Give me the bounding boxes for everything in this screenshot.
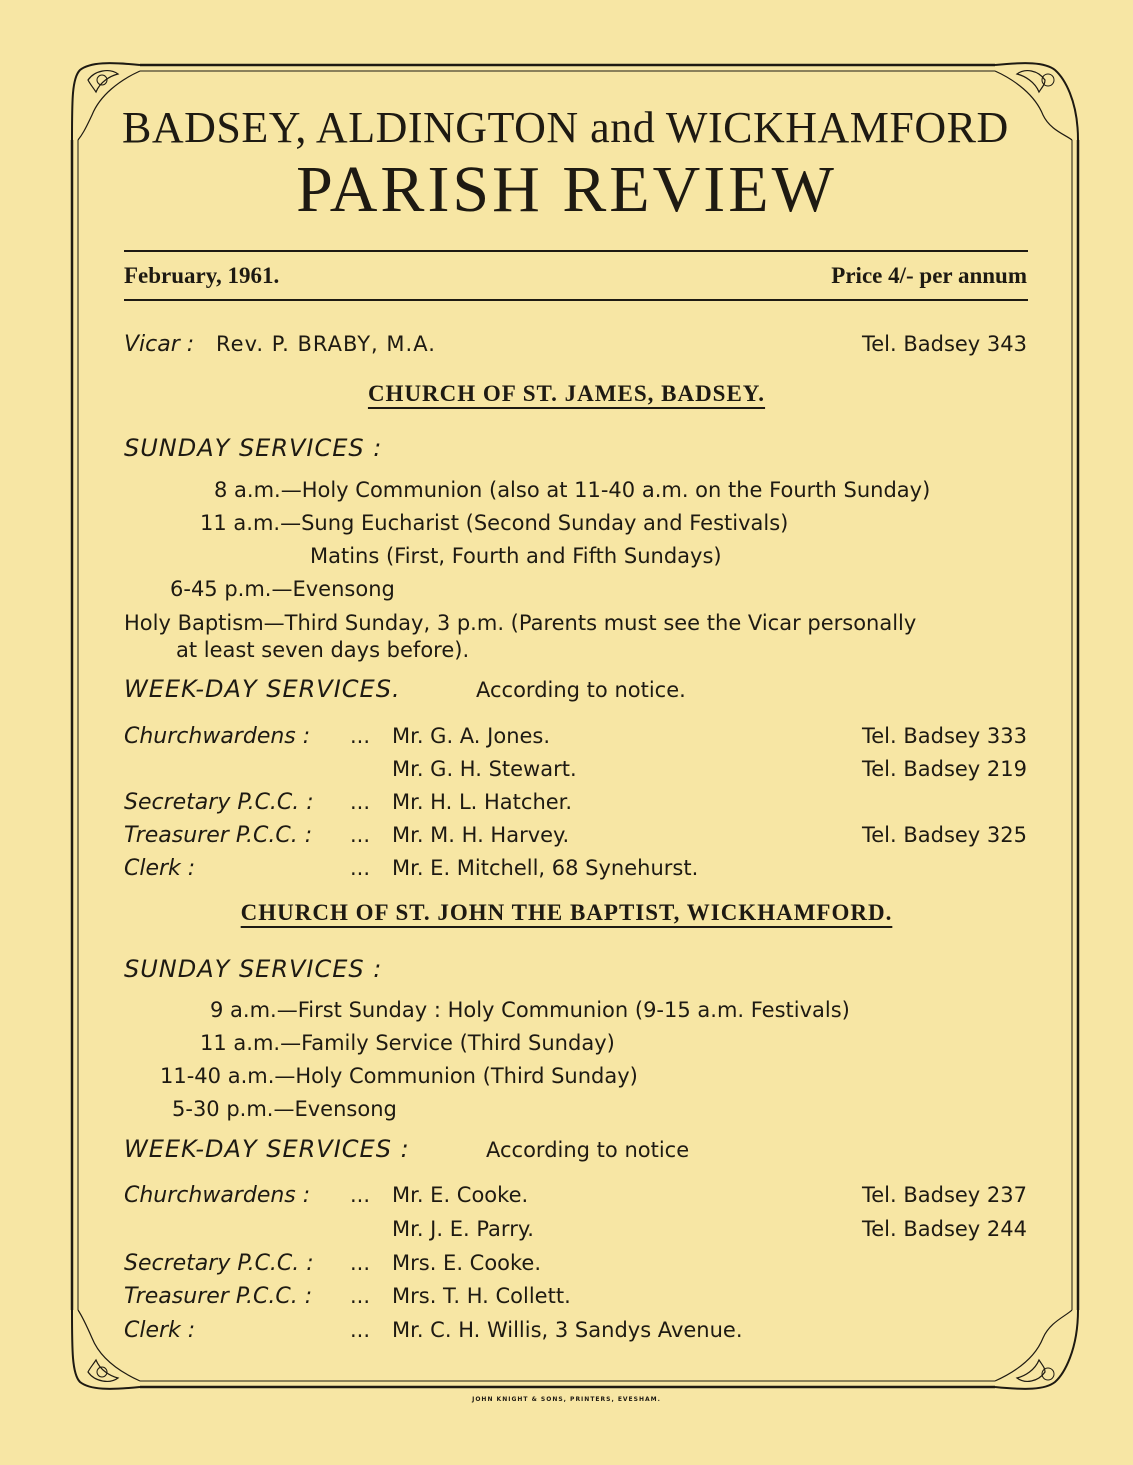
officer-tel: Tel. Badsey 325 bbox=[861, 823, 1027, 847]
officer-dots: ... bbox=[350, 1318, 371, 1342]
issue-date: February, 1961. bbox=[124, 263, 280, 288]
vicar-name: Rev. P. BRABY, M.A. bbox=[216, 332, 436, 356]
badsey-weekday-text: According to notice. bbox=[476, 678, 686, 702]
badsey-heading bbox=[0, 381, 1133, 407]
wickhamford-service: 11 a.m.—Family Service (Third Sunday) bbox=[200, 1031, 615, 1055]
officer-tel: Tel. Badsey 244 bbox=[861, 1217, 1027, 1241]
officer-tel: Tel. Badsey 237 bbox=[861, 1183, 1027, 1207]
officer-dots: ... bbox=[350, 724, 371, 748]
wickhamford-sunday-heading: SUNDAY SERVICES : bbox=[124, 955, 383, 983]
badsey-heading-text: CHURCH OF ST. JAMES, BADSEY. bbox=[367, 381, 766, 406]
officer-name: Mr. G. H. Stewart. bbox=[392, 757, 577, 781]
wickhamford-weekday-text: According to notice bbox=[486, 1138, 690, 1162]
officer-tel: Tel. Badsey 219 bbox=[861, 757, 1027, 781]
officer-dots: ... bbox=[350, 790, 371, 814]
subscription-price: Price 4/- per annum bbox=[831, 263, 1027, 288]
wickhamford-heading bbox=[0, 900, 1133, 926]
wickhamford-service: 5-30 p.m.—Evensong bbox=[172, 1097, 397, 1121]
officer-name: Mr. C. H. Willis, 3 Sandys Avenue. bbox=[392, 1318, 743, 1342]
officer-name: Mr. G. A. Jones. bbox=[392, 724, 551, 748]
masthead-line-1: BADSEY, ALDINGTON and WICKHAMFORD bbox=[122, 103, 1009, 152]
badsey-service: 8 a.m.—Holy Communion (also at 11-40 a.m. on the Fourth Sunday) bbox=[214, 478, 931, 502]
officer-dots: ... bbox=[350, 1251, 371, 1275]
badsey-service: 11 a.m.—Sung Eucharist (Second Sunday and Festivals) bbox=[200, 511, 789, 535]
badsey-service: 6-45 p.m.—Evensong bbox=[170, 577, 395, 601]
wickhamford-weekday-heading: WEEK-DAY SERVICES : bbox=[124, 1135, 410, 1163]
officer-name: Mr. M. H. Harvey. bbox=[392, 823, 570, 847]
officer-label: Churchwardens : bbox=[124, 1183, 311, 1208]
officer-name: Mr. E. Mitchell, 68 Synehurst. bbox=[392, 856, 699, 880]
officer-label: Secretary P.C.C. : bbox=[124, 790, 314, 815]
masthead-title: PARISH REVIEW bbox=[296, 153, 837, 226]
baptism-line-2: at least seven days before). bbox=[176, 638, 470, 662]
officer-dots: ... bbox=[350, 823, 371, 847]
officer-name: Mrs. T. H. Collett. bbox=[392, 1284, 571, 1308]
wickhamford-service: 11-40 a.m.—Holy Communion (Third Sunday) bbox=[160, 1064, 638, 1088]
officer-label: Churchwardens : bbox=[124, 724, 311, 749]
header-rule-top bbox=[124, 250, 1028, 252]
printer-imprint: JOHN KNIGHT & SONS, PRINTERS, EVESHAM. bbox=[472, 1396, 661, 1403]
baptism-line-1: Holy Baptism—Third Sunday, 3 p.m. (Parents must see the Vicar personally bbox=[124, 611, 917, 635]
officer-label: Treasurer P.C.C. : bbox=[124, 823, 313, 848]
vicar-tel: Tel. Badsey 343 bbox=[861, 332, 1027, 356]
badsey-weekday-heading: WEEK-DAY SERVICES. bbox=[124, 675, 401, 703]
officer-label: Treasurer P.C.C. : bbox=[124, 1284, 313, 1309]
wickhamford-service: 9 a.m.—First Sunday : Holy Communion (9-15 a.m. Festivals) bbox=[210, 998, 850, 1022]
officer-dots: ... bbox=[350, 1183, 371, 1207]
wickhamford-heading-text: CHURCH OF ST. JOHN THE BAPTIST, WICKHAMFORD. bbox=[240, 900, 893, 925]
header-rule-bottom bbox=[124, 299, 1028, 301]
officer-name: Mrs. E. Cooke. bbox=[392, 1251, 542, 1275]
officer-dots: ... bbox=[350, 856, 371, 880]
vicar-label: Vicar : bbox=[124, 332, 195, 357]
badsey-sunday-heading: SUNDAY SERVICES : bbox=[124, 434, 383, 462]
officer-name: Mr. J. E. Parry. bbox=[392, 1217, 534, 1241]
officer-label: Clerk : bbox=[124, 1318, 196, 1343]
officer-tel: Tel. Badsey 333 bbox=[861, 724, 1027, 748]
officer-name: Mr. E. Cooke. bbox=[392, 1183, 529, 1207]
officer-name: Mr. H. L. Hatcher. bbox=[392, 790, 573, 814]
officer-label: Clerk : bbox=[124, 856, 196, 881]
officer-label: Secretary P.C.C. : bbox=[124, 1251, 314, 1276]
officer-dots: ... bbox=[350, 1284, 371, 1308]
badsey-service: Matins (First, Fourth and Fifth Sundays) bbox=[310, 544, 722, 568]
